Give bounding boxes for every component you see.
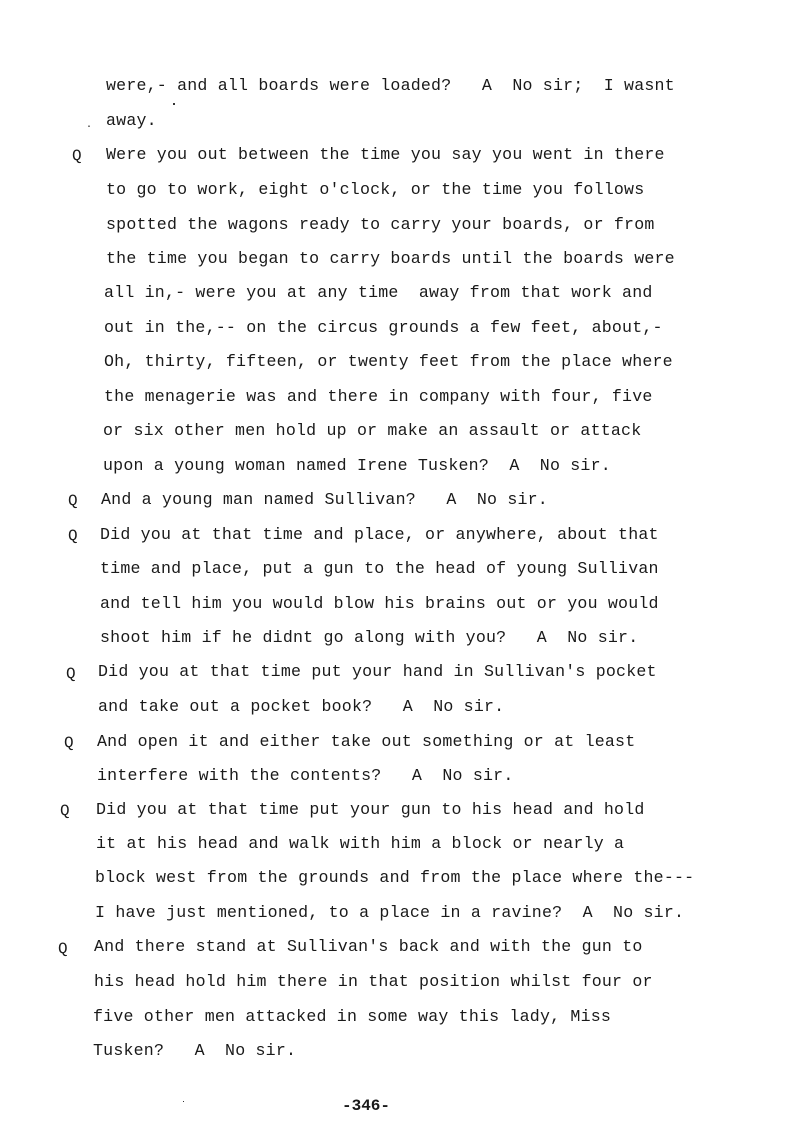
text-line: five other men attacked in some way this lady, Miss xyxy=(93,1007,612,1026)
text-line: And a young man named Sullivan? A No sir. xyxy=(101,490,548,509)
text-line: away. xyxy=(106,111,157,130)
text-line: out in the,-- on the circus grounds a few feet, about,- xyxy=(104,318,663,337)
text-line: or six other men hold up or make an assault or attack xyxy=(103,421,642,440)
text-line: Oh, thirty, fifteen, or twenty feet from the place where xyxy=(104,352,673,371)
text-line: block west from the grounds and from the place where the--- xyxy=(95,868,695,887)
question-marker: Q xyxy=(60,802,70,820)
text-line: spotted the wagons ready to carry your boards, or from xyxy=(106,215,655,234)
question-marker: Q xyxy=(68,492,78,510)
text-line: all in,- were you at any time away from that work and xyxy=(104,283,653,302)
question-marker: Q xyxy=(68,527,78,545)
text-line: And there stand at Sullivan's back and with the gun to xyxy=(94,937,643,956)
text-line: interfere with the contents? A No sir. xyxy=(97,766,514,785)
text-line: the time you began to carry boards until the boards were xyxy=(106,249,675,268)
question-marker: Q xyxy=(58,940,68,958)
text-line: Did you at that time put your hand in Sullivan's pocket xyxy=(98,662,657,681)
text-line: and take out a pocket book? A No sir. xyxy=(98,697,505,716)
text-line: and tell him you would blow his brains out or you would xyxy=(100,594,659,613)
question-marker: Q xyxy=(66,665,76,683)
question-marker: Q xyxy=(72,147,82,165)
text-line: the menagerie was and there in company with four, five xyxy=(104,387,653,406)
page-number: -346- xyxy=(342,1097,391,1115)
scan-speck xyxy=(173,103,175,105)
text-line: Were you out between the time you say you went in there xyxy=(106,145,665,164)
text-line: And open it and either take out something or at least xyxy=(97,732,636,751)
stray-mark: . xyxy=(86,120,93,131)
text-line: his head hold him there in that position whilst four or xyxy=(94,972,653,991)
text-line: Did you at that time put your gun to his head and hold xyxy=(96,800,645,819)
question-marker: Q xyxy=(64,734,74,752)
text-line: time and place, put a gun to the head of young Sullivan xyxy=(100,559,659,578)
text-line: were,- and all boards were loaded? A No sir; I wasnt xyxy=(106,76,675,95)
text-line: Did you at that time and place, or anywhere, about that xyxy=(100,525,659,544)
text-line: shoot him if he didnt go along with you? A No sir. xyxy=(100,628,639,647)
scan-speck xyxy=(183,1101,184,1102)
text-line: Tusken? A No sir. xyxy=(93,1041,297,1060)
text-line: upon a young woman named Irene Tusken? A No sir. xyxy=(103,456,611,475)
text-line: I have just mentioned, to a place in a ravine? A No sir. xyxy=(95,903,685,922)
text-line: to go to work, eight o'clock, or the time you follows xyxy=(106,180,645,199)
text-line: it at his head and walk with him a block or nearly a xyxy=(96,834,625,853)
